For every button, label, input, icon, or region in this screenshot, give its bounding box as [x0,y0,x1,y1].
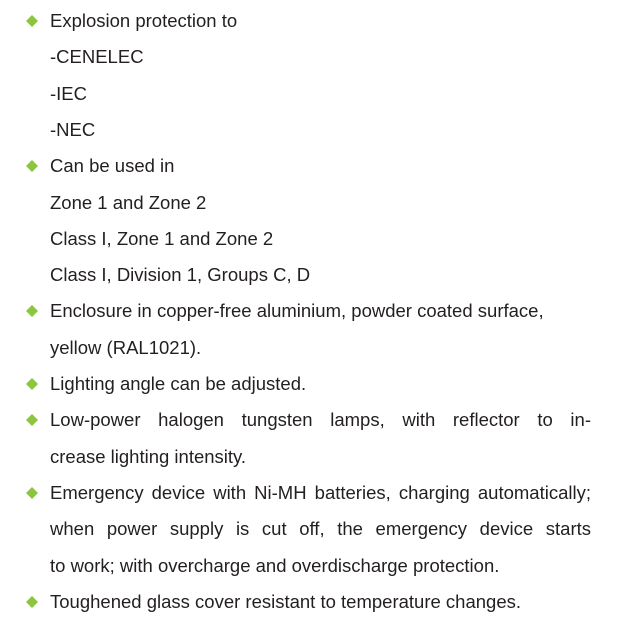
continuation-line [0,112,622,148]
continuation-line [0,548,622,584]
line-text: Enclosure in copper-free aluminium, powder coated surface, [50,300,544,322]
bullet-line [0,402,622,438]
line-text: Can be used in [50,155,175,177]
line-text: -NEC [50,118,96,140]
continuation-line [0,330,622,366]
bullet-line [0,366,622,402]
diamond-icon [26,596,38,608]
line-text: Explosion protection to [50,10,238,31]
diamond-icon [26,15,38,27]
continuation-line [0,511,622,547]
line-text: crease lighting intensity. [50,445,247,467]
bullet-line [0,293,622,329]
continuation-line [0,76,622,112]
line-text: Toughened glass cover resistant to temperature changes. [50,590,522,612]
bullet-line [0,148,622,184]
line-text: Zone 1 and Zone 2 [50,191,207,213]
line-text: yellow (RAL1021). [50,336,202,358]
bullet-line [0,3,622,39]
diamond-icon [26,378,38,390]
line-text: Class I, Zone 1 and Zone 2 [50,227,274,249]
continuation-line [0,257,622,293]
line-text: -CENELEC [50,46,144,68]
diamond-icon [26,414,38,426]
diamond-icon [26,305,38,317]
continuation-line [0,221,622,257]
line-text: Low-power halogen tungsten lamps, with reflector to in- [50,409,591,431]
line-text: Lighting angle can be adjusted. [50,373,307,394]
diamond-icon [26,487,38,499]
line-text: to work; with overcharge and overdischarge protection. [50,554,500,576]
line-text: Emergency device with Ni-MH batteries, charging automatically; [50,481,591,503]
continuation-line [0,439,622,475]
bullet-line [0,584,622,620]
line-text: -IEC [50,82,87,104]
diamond-icon [26,160,38,172]
line-text: Class I, Division 1, Groups C, D [50,264,311,286]
line-text: when power supply is cut off, the emergency device starts [50,518,591,540]
continuation-line [0,39,622,75]
continuation-line [0,185,622,221]
bullet-line [0,475,622,511]
